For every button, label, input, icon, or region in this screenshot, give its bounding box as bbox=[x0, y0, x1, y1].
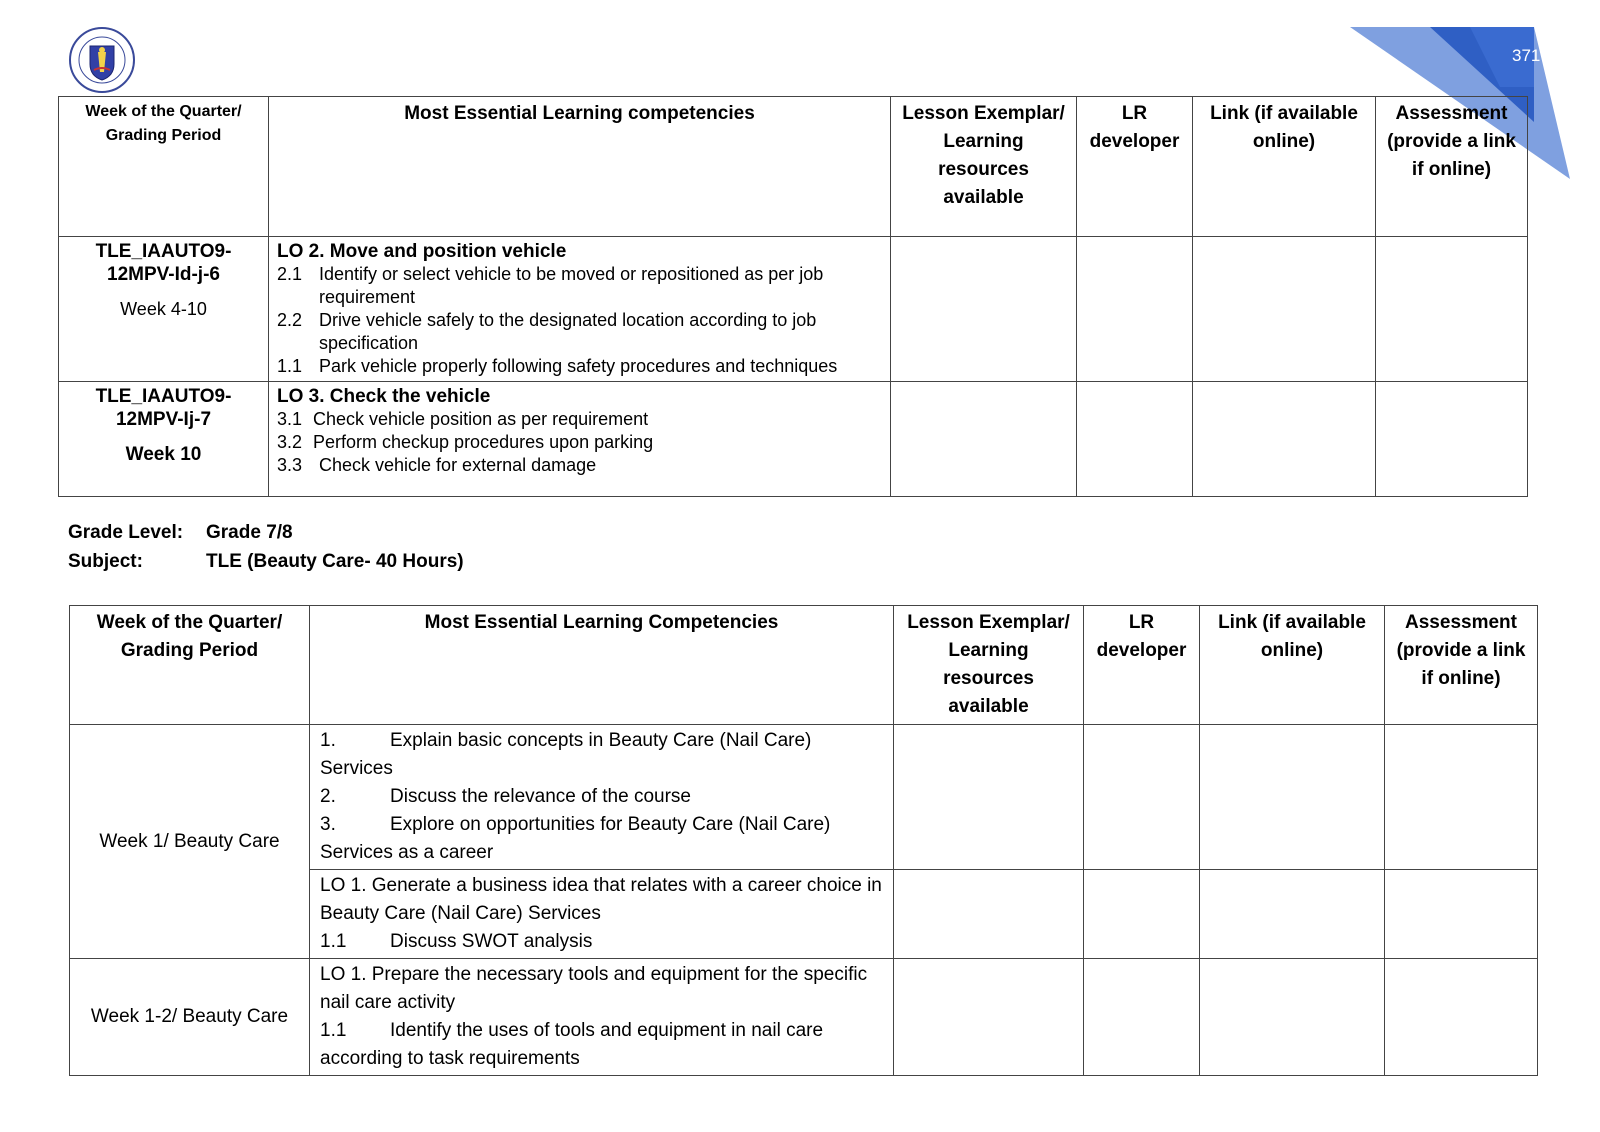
header-lesson-exemplar: Lesson Exemplar/ Learning resources available bbox=[894, 606, 1084, 725]
list-item: 1.1 Discuss SWOT analysis bbox=[320, 931, 593, 952]
empty-cell bbox=[1376, 382, 1528, 497]
table-row bbox=[70, 959, 1538, 1076]
week-cell: Week 1-2/ Beauty Care bbox=[70, 959, 310, 1076]
header-week: Week of the Quarter/ Grading Period bbox=[70, 606, 310, 725]
competency-table-automotive bbox=[58, 96, 1528, 497]
empty-cell bbox=[1385, 725, 1538, 870]
list-item: 2.1 Identify or select vehicle to be moved or repositioned as per job requirement bbox=[277, 264, 824, 307]
page-number: 371 bbox=[1512, 46, 1541, 65]
competency-cell bbox=[310, 725, 894, 870]
week-cell bbox=[59, 237, 269, 382]
empty-cell bbox=[1193, 237, 1376, 382]
header-lesson-exemplar: Lesson Exemplar/ Learning resources available bbox=[891, 97, 1077, 237]
empty-cell bbox=[1376, 237, 1528, 382]
empty-cell bbox=[1200, 959, 1385, 1076]
header-competencies: Most Essential Learning competencies bbox=[269, 97, 891, 237]
empty-cell bbox=[894, 959, 1084, 1076]
week-label: Week 4-10 bbox=[120, 299, 207, 319]
week-label: Week 10 bbox=[125, 444, 202, 465]
competency-cell bbox=[269, 382, 891, 497]
competency-cell bbox=[269, 237, 891, 382]
competency-code: TLE_IAAUTO9-12MPV-Id-j-6 bbox=[95, 241, 232, 285]
lo-title: LO 1. Prepare the necessary tools and equipment for the specific nail care activity bbox=[320, 964, 868, 1013]
empty-cell bbox=[1077, 237, 1193, 382]
empty-cell bbox=[1193, 382, 1376, 497]
table-header-row bbox=[59, 97, 1528, 237]
lo-title: LO 1. Generate a business idea that relates with a career choice in Beauty Care (Nail Care) Services bbox=[320, 875, 882, 924]
list-item: 3.1 Check vehicle position as per requirement bbox=[277, 409, 649, 429]
header-lr-developer: LR developer bbox=[1077, 97, 1193, 237]
table-header-row bbox=[70, 606, 1538, 725]
empty-cell bbox=[1200, 870, 1385, 959]
empty-cell bbox=[1084, 959, 1200, 1076]
subject-line bbox=[68, 551, 464, 573]
empty-cell bbox=[894, 725, 1084, 870]
empty-cell bbox=[1077, 382, 1193, 497]
lo-title: LO 2. Move and position vehicle bbox=[277, 241, 567, 262]
empty-cell bbox=[891, 382, 1077, 497]
table-row bbox=[59, 382, 1528, 497]
subject-label: Subject: bbox=[68, 551, 143, 572]
table-row bbox=[59, 237, 1528, 382]
header-assessment: Assessment (provide a link if online) bbox=[1376, 97, 1528, 237]
empty-cell bbox=[894, 870, 1084, 959]
empty-cell bbox=[1084, 870, 1200, 959]
competency-cell bbox=[310, 870, 894, 959]
table-row bbox=[70, 725, 1538, 870]
header-competencies: Most Essential Learning Competencies bbox=[310, 606, 894, 725]
empty-cell bbox=[1385, 959, 1538, 1076]
grade-level-value: Grade 7/8 bbox=[206, 522, 293, 543]
week-cell bbox=[59, 382, 269, 497]
list-item: 3. Explore on opportunities for Beauty Care (Nail Care) Services as a career bbox=[320, 814, 831, 863]
deped-seal-logo bbox=[68, 26, 136, 94]
empty-cell bbox=[891, 237, 1077, 382]
competency-code: TLE_IAAUTO9-12MPV-Ij-7 bbox=[95, 386, 232, 430]
grade-level-label: Grade Level: bbox=[68, 522, 184, 543]
list-item: 1.1 Identify the uses of tools and equipment in nail care according to task requirements bbox=[320, 1020, 824, 1069]
empty-cell bbox=[1385, 870, 1538, 959]
list-item: 2.2 Drive vehicle safely to the designated location according to job specification bbox=[277, 310, 817, 353]
lo-title: LO 3. Check the vehicle bbox=[277, 386, 491, 407]
header-link: Link (if available online) bbox=[1200, 606, 1385, 725]
list-item: 3.2 Perform checkup procedures upon parking bbox=[277, 432, 654, 452]
competency-table-beauty-care bbox=[69, 605, 1538, 1076]
list-item: 3.3 Check vehicle for external damage bbox=[277, 455, 597, 475]
week-cell: Week 1/ Beauty Care bbox=[70, 725, 310, 959]
header-lr-developer: LR developer bbox=[1084, 606, 1200, 725]
list-item: 1.1 Park vehicle properly following safety procedures and techniques bbox=[277, 356, 838, 376]
empty-cell bbox=[1200, 725, 1385, 870]
subject-value: TLE (Beauty Care- 40 Hours) bbox=[206, 551, 464, 572]
empty-cell bbox=[1084, 725, 1200, 870]
header-week: Week of the Quarter/ Grading Period bbox=[59, 97, 269, 237]
header-link: Link (if available online) bbox=[1193, 97, 1376, 237]
grade-level-line bbox=[68, 522, 293, 544]
list-item: 1. Explain basic concepts in Beauty Care (Nail Care) Services bbox=[320, 730, 812, 779]
competency-cell bbox=[310, 959, 894, 1076]
header-assessment: Assessment (provide a link if online) bbox=[1385, 606, 1538, 725]
list-item: 2. Discuss the relevance of the course bbox=[320, 786, 691, 807]
